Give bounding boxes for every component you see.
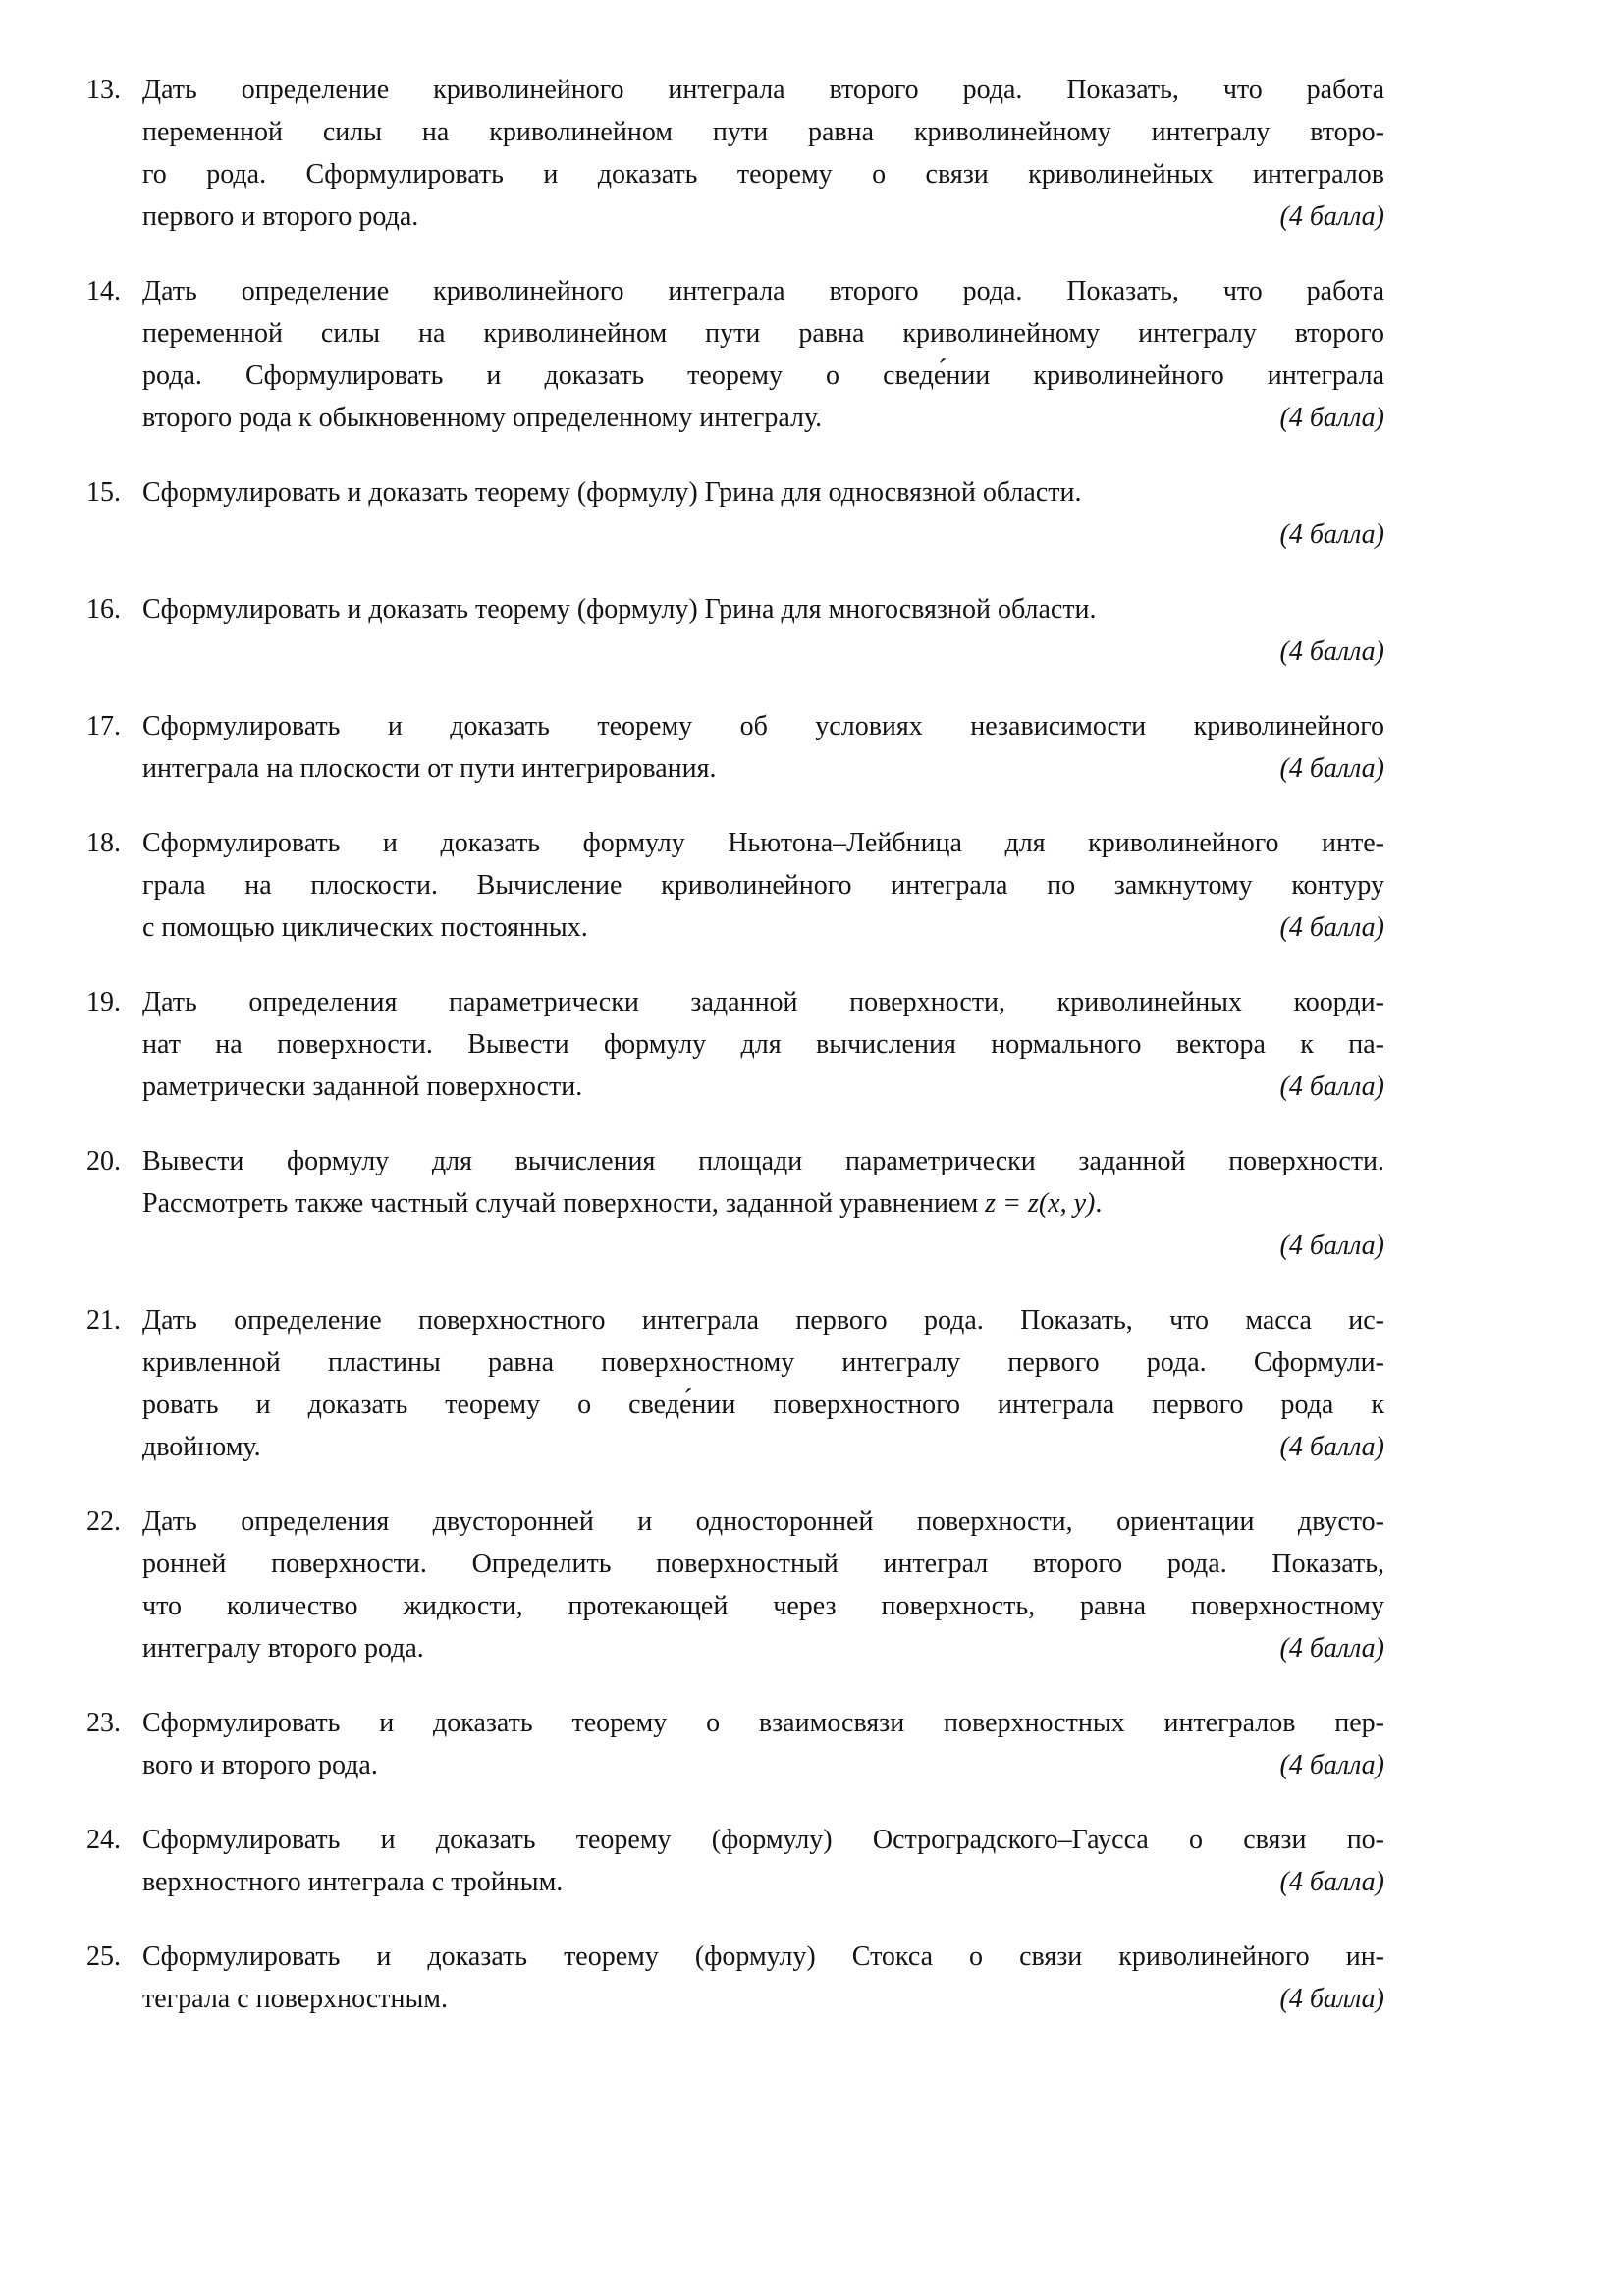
list-item	[86, 705, 1384, 790]
item-body	[142, 1819, 1384, 1903]
points-label: (4 балла)	[1279, 1432, 1384, 1462]
list-item	[86, 1501, 1384, 1669]
item-body	[142, 1299, 1384, 1468]
item-text-line: с помощью циклических постоянных.	[142, 912, 588, 943]
item-text-line: переменной силы на криволинейном пути равна криволинейному интегралу второ-	[142, 117, 1384, 147]
item-text-line: Сформулировать и доказать теорему об условиях независимости криволинейного	[142, 711, 1384, 741]
item-text-line: Сформулировать и доказать формулу Ньютона–Лейбница для криволинейного инте-	[142, 828, 1384, 858]
points-label: (4 балла)	[1279, 201, 1384, 232]
item-number: 17.	[86, 711, 121, 741]
item-text-line: Сформулировать и доказать теорему (формулу) Остроградского–Гаусса о связи по-	[142, 1825, 1384, 1855]
item-text-line: нат на поверхности. Вывести формулу для вычисления нормального вектора к па-	[142, 1029, 1384, 1060]
item-text-fragment: .	[1095, 1188, 1103, 1219]
points-label: (4 балла)	[1279, 636, 1384, 667]
item-text-line: вого и второго рода.	[142, 1750, 378, 1780]
item-text-line: ровать и доказать теорему о сведе́нии поверхностного интеграла первого рода к	[142, 1390, 1384, 1420]
item-body	[142, 981, 1384, 1108]
item-text-line: Сформулировать и доказать теорему о взаимосвязи поверхностных интегралов пер-	[142, 1708, 1384, 1738]
item-number: 23.	[86, 1708, 121, 1738]
points-label: (4 балла)	[1279, 912, 1384, 943]
points-label: (4 балла)	[1279, 519, 1384, 550]
list-item	[86, 69, 1384, 238]
item-text-line: Сформулировать и доказать теорему (формулу) Грина для односвязной области.	[142, 477, 1082, 508]
list-item	[86, 1936, 1384, 2020]
item-body	[142, 1936, 1384, 2020]
item-body	[142, 1501, 1384, 1669]
item-body	[142, 822, 1384, 949]
item-number: 14.	[86, 276, 121, 306]
item-number: 24.	[86, 1825, 121, 1855]
item-number: 18.	[86, 828, 121, 858]
points-label: (4 балла)	[1279, 1984, 1384, 2014]
item-number: 22.	[86, 1506, 121, 1537]
item-text-line: рода. Сформулировать и доказать теорему о сведе́нии криволинейного интеграла	[142, 360, 1384, 391]
item-body	[142, 69, 1384, 238]
math-expression: z = z(x, y)	[985, 1188, 1096, 1219]
item-text-line: Дать определения двусторонней и односторонней поверхности, ориентации двусто-	[142, 1506, 1384, 1537]
list-item	[86, 1140, 1384, 1267]
list-item	[86, 588, 1384, 673]
points-label: (4 балла)	[1279, 1867, 1384, 1897]
item-text-line	[142, 1182, 1384, 1225]
item-text-line: кривленной пластины равна поверхностному интегралу первого рода. Сформули-	[142, 1347, 1384, 1378]
item-body	[142, 1702, 1384, 1786]
list-item	[86, 1819, 1384, 1903]
item-body	[142, 471, 1384, 556]
list-item	[86, 1299, 1384, 1468]
list-item	[86, 471, 1384, 556]
list-item	[86, 270, 1384, 439]
points-label: (4 балла)	[1279, 753, 1384, 784]
item-text-line: Дать определения параметрически заданной поверхности, криволинейных коорди-	[142, 987, 1384, 1017]
item-body	[142, 705, 1384, 790]
item-number: 19.	[86, 987, 121, 1017]
points-label: (4 балла)	[1279, 1230, 1384, 1261]
item-text-line: первого и второго рода.	[142, 201, 419, 232]
points-label: (4 балла)	[1279, 1750, 1384, 1780]
item-text-line: ронней поверхности. Определить поверхностный интеграл второго рода. Показать,	[142, 1549, 1384, 1579]
item-text-line: что количество жидкости, протекающей через поверхность, равна поверхностному	[142, 1591, 1384, 1621]
item-text-line: переменной силы на криволинейном пути равна криволинейному интегралу второго	[142, 318, 1384, 349]
item-text-fragment: Рассмотреть также частный случай поверхности, заданной уравнением	[142, 1188, 986, 1219]
item-text-line: Дать определение криволинейного интеграла второго рода. Показать, что работа	[142, 75, 1384, 105]
item-text-line: интегралу второго рода.	[142, 1633, 424, 1664]
list-item	[86, 981, 1384, 1108]
item-text-line: двойному.	[142, 1432, 261, 1462]
item-text-line: Дать определение поверхностного интеграла первого рода. Показать, что масса ис-	[142, 1305, 1384, 1336]
item-body	[142, 270, 1384, 439]
item-number: 13.	[86, 75, 121, 105]
list-item	[86, 822, 1384, 949]
item-text-line: Сформулировать и доказать теорему (формулу) Стокса о связи криволинейного ин-	[142, 1941, 1384, 1972]
points-label: (4 балла)	[1279, 403, 1384, 433]
points-label: (4 балла)	[1279, 1071, 1384, 1102]
item-body	[142, 1140, 1384, 1267]
item-number: 25.	[86, 1941, 121, 1972]
item-text-line: теграла с поверхностным.	[142, 1984, 448, 2014]
item-number: 21.	[86, 1305, 121, 1336]
item-text-line: го рода. Сформулировать и доказать теорему о связи криволинейных интегралов	[142, 159, 1384, 190]
item-text-line: интеграла на плоскости от пути интегрирования.	[142, 753, 717, 784]
points-label: (4 балла)	[1279, 1633, 1384, 1664]
item-number: 16.	[86, 594, 121, 625]
item-body	[142, 588, 1384, 673]
item-text-line: грала на плоскости. Вычисление криволинейного интеграла по замкнутому контуру	[142, 870, 1384, 901]
list-item	[86, 1702, 1384, 1786]
item-text-line: Сформулировать и доказать теорему (формулу) Грина для многосвязной области.	[142, 594, 1097, 625]
item-number: 20.	[86, 1146, 121, 1176]
item-text-line: Вывести формулу для вычисления площади параметрически заданной поверхности.	[142, 1146, 1384, 1176]
item-text-line: верхностного интеграла с тройным.	[142, 1867, 564, 1897]
item-text-line: раметрически заданной поверхности.	[142, 1071, 583, 1102]
item-text-line: второго рода к обыкновенному определенному интегралу.	[142, 403, 823, 433]
item-number: 15.	[86, 477, 121, 508]
item-text-line: Дать определение криволинейного интеграла второго рода. Показать, что работа	[142, 276, 1384, 306]
exam-question-list	[86, 69, 1384, 2052]
